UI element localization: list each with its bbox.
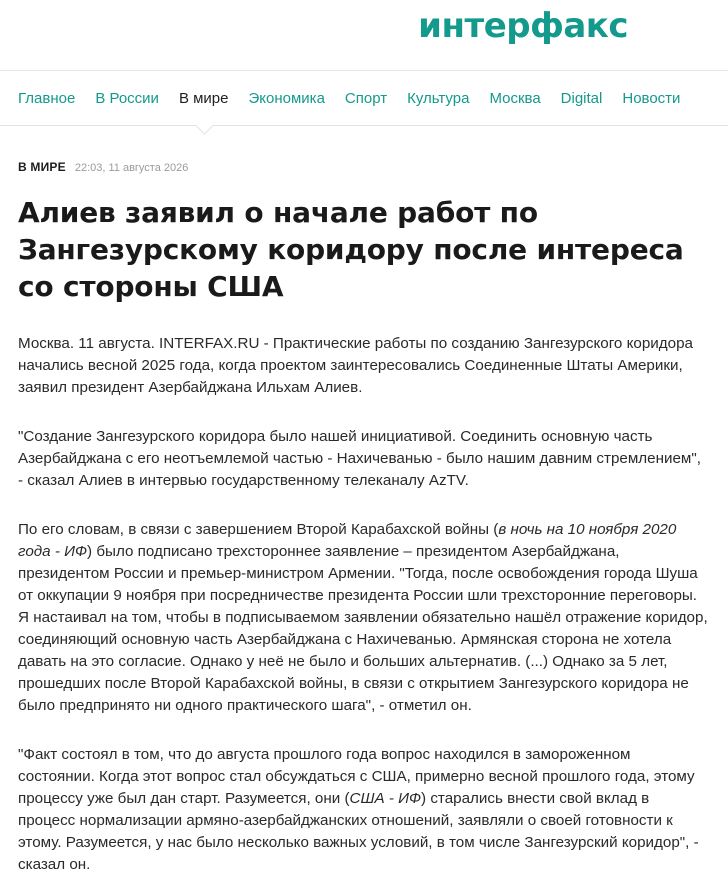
paragraph-4-text-b: ) старались внести свой вклад в процесс нормализации армяно-азербайджанских отношений, заявляли о своей готовности к этому. Разумеется, у нас было несколько важных условий, в том числе Зангезурский коридор", - сказал он. (18, 790, 699, 873)
paragraph-3-text-b: ) было подписано трехстороннее заявление – президентом Азербайджана, президентом России и премьер-министром Армении. "Тогда, после освобождения города Шуша от оккупации 9 ноября при посредничестве президента России шли трехсторонние переговоры. Я настаивал на том, чтобы в подписываемом заявлении обязательно нашёл отражение коридор, соединяющий основную часть Азербайджана с Нахичеванью. Армянская сторона не хотела давать на это согласие. Однако у неё не было и больших альтернатив. (...) Однако за 5 лет, прошедших после Второй Карабахской войны, в связи с открытием Зангезурского коридора не было предпринято ни одного практического шага", - отметил он. (18, 543, 708, 714)
paragraph-3 (18, 519, 710, 717)
nav-item-culture[interactable]: Культура (407, 89, 470, 107)
paragraph-3-text-a: По его словам, в связи с завершением Второй Карабахской войны ( (18, 521, 499, 538)
paragraph-2: "Создание Зангезурского коридора было нашей инициативой. Соединить основную часть Азербайджана с его неотъемлемой частью - Нахичеванью - было нашим давним стремлением", - сказал Алиев в интервью государственному телеканалу AzTV. (18, 428, 701, 489)
nav-item-news[interactable]: Новости (622, 89, 681, 107)
paragraph-1: Москва. 11 августа. INTERFAX.RU - Практические работы по созданию Зангезурского коридора начались весной 2025 года, когда проектом заинтересовались Соединенные Штаты Америки, заявил президент Азербайджана Ильхам Алиев. (18, 335, 693, 396)
nav-item-digital[interactable]: Digital (560, 89, 603, 107)
main-nav (0, 71, 728, 126)
article-meta (18, 160, 710, 174)
publish-date: 22:03, 11 августа 2026 (74, 162, 189, 174)
nav-item-sport[interactable]: Спорт (344, 89, 388, 107)
nav-item-main[interactable]: Главное (18, 89, 76, 107)
paragraph-4-editor-note: США - ИФ (349, 790, 422, 807)
article-body (18, 333, 710, 876)
nav-item-moscow[interactable]: Москва (489, 89, 541, 107)
site-header (0, 0, 728, 70)
paragraph-4 (18, 744, 710, 876)
nav-item-russia[interactable]: В России (95, 89, 159, 107)
article (0, 160, 728, 876)
interfax-logo[interactable]: интерфакс (418, 6, 628, 46)
nav-item-economy[interactable]: Экономика (248, 89, 325, 107)
paragraph-4-text-a: "Факт состоял в том, что до августа прошлого года вопрос находился в замороженном состоянии. Когда этот вопрос стал обсуждаться с США, примерно весной прошлого года, этому процессу уже был дан старт. Разумеется, они ( (18, 746, 695, 807)
paragraph-3-editor-note: в ночь на 10 ноября 2020 года - ИФ (18, 521, 677, 560)
article-title: Алиев заявил о начале работ по Зангезурскому коридору после интереса со стороны США (18, 196, 684, 303)
nav-item-world[interactable]: В мире (178, 89, 229, 107)
rubric-link[interactable]: В МИРЕ (18, 160, 66, 174)
active-tab-indicator (195, 116, 213, 134)
